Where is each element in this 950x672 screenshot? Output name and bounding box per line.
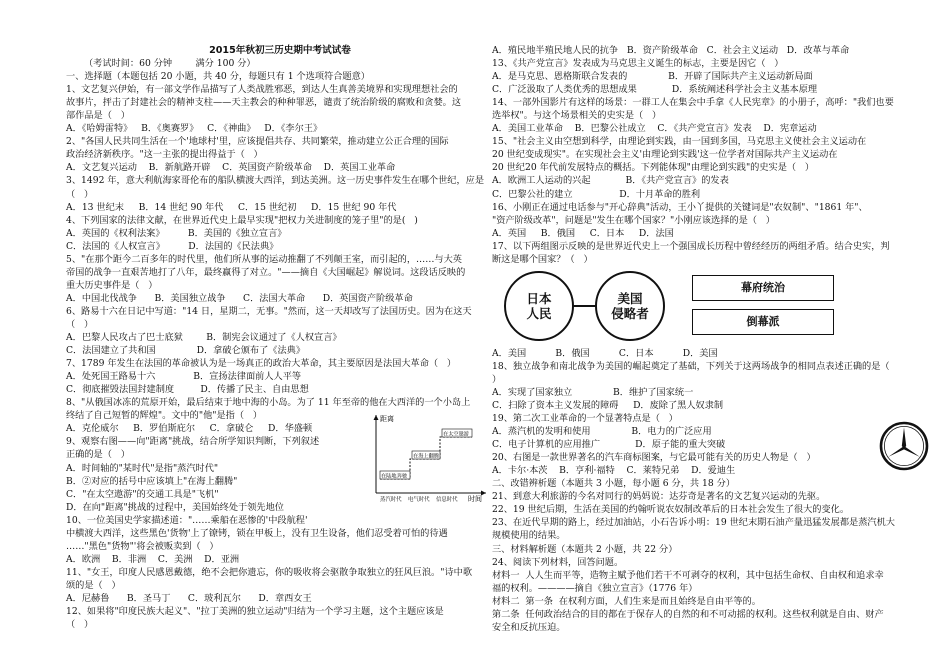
options-line: A．13 世纪末 B．14 世纪 90 年代 C．15 世纪初 D．15 世纪 90 年代 (66, 201, 397, 213)
options-line: A．欧洲 B．非洲 C．美洲 D．亚洲 (66, 553, 240, 565)
question-1: 1、文艺复兴伊始，有一部文学作品描写了人类战胜邪恶，到达人生真善美境界和实现理想社会的 故事片，抨击了封建社会的精神支柱——天主教会的种种罪恶，谴责了统治阶级的腐败和贪婪。这 部作品是（ ） A．《哈姆雷特》 B．《奥赛罗》 C．《神曲》 D．《李尔王》 (66, 83, 494, 135)
question-22: 22、19 世纪后期，生活在美国的约翰听说农奴制改革后的日本社会发生了很大的变化。 (492, 504, 850, 516)
left-column (66, 44, 494, 631)
options-line: A．美国 B．俄国 C．日本 D．美国 (492, 347, 718, 359)
question-18: 18、独立战争和南北战争为美国的崛起奠定了基础，下列关于这两场战争的相同点表述正确的是（ ） A．实现了国家独立 B．维护了国家统一 C．扫除了资本主义发展的障碍 D．废除了黑人奴隶制 (492, 360, 920, 412)
question-10: 10、一位美国史学家描述道："……乘船在恶惨的'中段航程' 中横渡大西洋，这些黑色'货物'上了镣铐，锁在甲板上，没有卫生设备，他们忍受着可怕的待遇 ……"黑色"货物"'将会被贩卖到（ ） A．欧洲 B．非洲 C．美洲 D．亚洲 (66, 514, 494, 566)
distance-time-figure (366, 411, 490, 503)
options-line: A．蒸汽机的发明和使用 B．电力的广泛应用 (492, 426, 712, 438)
options-line: A．中国北伐战争 B．美国独立战争 C．法国大革命 D．英国资产阶级革命 (66, 292, 413, 304)
options-line: A．英国 B．俄国 C．日本 D．法国 (492, 227, 674, 239)
question-2: 2、"各国人民共同生活在一个'地球村'里，应该提倡共存、共同繁荣，推动建立公正合理的国际 政治经济新秩序。"这一主张的提出得益于（ ） A．文艺复兴运动 B．新航路开辟 C．英国资产阶级革命 D．英国工业革命 (66, 135, 494, 174)
options-line: C．法国建立了共和国 D．拿破仑颁布了《法典》 (66, 345, 306, 357)
question-7: 7、1789 年发生在法国的革命被认为是一场真正的政治大革命，其主要原因是法国大革命（ ） A．处死国王路易十六 B．宣扬法律面前人人平等 C．彻底摧毁法国封建制度 D．传播了民主、自由思想 (66, 357, 494, 396)
options-line: A．时间轴的"某时代"是指"蒸汽时代" (66, 462, 219, 474)
step-diagram (366, 411, 490, 503)
options-line: A．欧洲工人运动的兴起 B．《共产党宣言》的发表 (492, 175, 729, 187)
box-label-shogunate: 幕府统治 (741, 281, 785, 295)
options-line: A．英国的《权利法案》 B．美国的《独立宣言》 (66, 227, 287, 239)
step-label-3: 在太空遨游 (443, 431, 469, 438)
contradiction-figure (492, 267, 920, 345)
section-heading: 二、改错辨析题（本题共 3 小题，每小题 6 分，共 18 分） (492, 478, 736, 490)
options-line: A．尼赫鲁 B．圣马丁 C．玻利瓦尔 D．章西女王 (66, 592, 312, 604)
box-anti-shogunate (692, 309, 834, 335)
question-8: 8、"从俄国冰冻的荒原开始，最后结束于地中海的小岛。为了 11 年至帝的他在大西洋的一个小岛上 终结了自己短暂的辉煌"。文中的"他"是指（ ） A．克伦威尔 B．罗伯斯庇尔 C．拿破仑 D．华盛顿 (66, 396, 494, 435)
options-line: A．克伦威尔 B．罗伯斯庇尔 C．拿破仑 D．华盛顿 (66, 423, 313, 435)
question-4: 4、下列国家的法律文献，在世界近代史上最早实现"把权力关进制度的笼子里"的是( ) A．英国的《权利法案》 B．美国的《独立宣言》 C．法国的《人权宣言》 D．法国的《民法典》 (66, 214, 494, 253)
options-line: A．《哈姆雷特》 B．《奥赛罗》 C．《神曲》 D．《李尔王》 (66, 123, 323, 135)
section-heading: 一、选择题（本题包括 20 小题，共 40 分，每题只有 1 个选项符合题意） (66, 71, 370, 83)
box-shogunate (692, 275, 834, 301)
options-line: C．法国的《人权宣言》 D．法国的《民法典》 (66, 240, 279, 252)
question-23: 23、在近代早期的路上，经过加油站，小石告诉小明：19 世纪末期石油产量迅猛发展都是蒸汽机大 规模使用的结果。 (492, 517, 895, 542)
options-line: A．巴黎人民攻占了巴士底狱 B．制宪会议通过了《人权宣言》 (66, 332, 342, 344)
question-12-options: A．殖民地半殖民地人民的抗争 B．资产阶级革命 C．社会主义运动 D．改革与革命 (492, 45, 850, 56)
circle-us-aggressor (595, 271, 665, 341)
options-line: A．实现了国家独立 B．维护了国家统一 (492, 386, 694, 398)
question-11: 11、"女王，印度人民感恩戴德，绝不会把你遗忘，你的吸收将会驱散争取独立的狂风巨浪。"诗中歌 颂的是（ ） A．尼赫鲁 B．圣马丁 C．玻利瓦尔 D．章西女王 (66, 566, 494, 605)
options-line: A．处死国王路易十六 B．宣扬法律面前人人平等 (66, 371, 302, 383)
circle-label-japan-people: 日本 人民 (526, 290, 552, 321)
question-13: 13、《共产党宣言》发表成为马克思主义诞生的标志，主要是因它（ ） A．是马克思、恩格斯联合发表的 B．开辟了国际共产主义运动新局面 C．广泛汲取了人类优秀的思想成果 D．系统阐述科学社会主义基本原理 (492, 57, 920, 96)
step-label-2: 在海上翻腾 (413, 453, 439, 460)
question-12: 12、如果将"印度民族大起义"、"拉丁美洲的独立运动"归结为一个学习主题，这个主题应该是 （ ） (66, 606, 444, 631)
three-pointed-star-icon (878, 420, 930, 472)
era-label-3: 信息时代 (436, 497, 458, 504)
exam-meta: （考试时间：60 分钟 满分 100 分） (84, 58, 256, 70)
options-line: A．美国工业革命 B．巴黎公社成立 C．《共产党宣言》发表 D．宪章运动 (492, 123, 817, 135)
question-5: 5、"在那个距今二百多年的时代里，他们所从事的运动推翻了不列颠王室，而引起的，……与大英 帝国的战争一直艰苦地打了八年，最终赢得了对立。"——摘自《大国崛起》解说词。这段话反映的 重大历史事件是（ ） A．中国北伐战争 B．美国独立战争 C．法国大革命 D．英国资产阶级革命 (66, 253, 494, 305)
options-line: C．巴黎公社的建立 D．十月革命的胜利 (492, 188, 701, 200)
era-label-2: 电气时代 (408, 497, 430, 504)
options-line: A．是马克思、恩格斯联合发表的 B．开辟了国际共产主义运动新局面 (492, 71, 813, 83)
question-14: 14、一部外国影片有这样的场景：一群工人在集会中手拿《人民宪章》的小册子，高呼："我们也要 选举权"。与这个场景相关的史实是（ ） A．美国工业革命 B．巴黎公社成立 C．《共产党宣言》发表 D．宪章运动 (492, 96, 920, 135)
options-line: C．"在太空遨游"的交通工具是"飞机" (66, 488, 219, 500)
step-label-1: 在陆地奔驰 (381, 473, 407, 480)
question-19: 19、第二次工业革命的一个显著特点是（ ） A．蒸汽机的发明和使用 B．电力的广泛应用 C．电子计算机的应用推广 D．原子能的重大突破 (492, 412, 920, 451)
x-axis-label: 时间 (468, 495, 482, 504)
era-label-1: 蒸汽时代 (380, 497, 402, 504)
options-line: D．在向"距离"挑战的过程中，美国始终处于领先地位 (66, 501, 284, 513)
options-line: A．文艺复兴运动 B．新航路开辟 C．英国资产阶级革命 D．英国工业革命 (66, 162, 396, 174)
exam-title: 2015年秋初三历史期中考试试卷 (209, 45, 351, 56)
y-axis-arrow-icon (374, 415, 379, 420)
options-line: C．扫除了资本主义发展的障碍 D．废除了黑人奴隶制 (492, 399, 724, 411)
section-heading: 三、材料解析题（本题共 2 小题，共 22 分） (492, 543, 678, 555)
material-2: 材料二 第一条 在权利方面，人们生来是而且始终是自由平等的。 第二条 任何政治结合的目的都在于保存人的自然的和不可动摇的权利。这些权利就是自由、财产 安全和反抗压迫。 (492, 595, 884, 633)
options-line: C．彻底摧毁法国封建制度 D．传播了民主、自由思想 (66, 384, 309, 396)
y-axis-label: 距离 (380, 415, 394, 424)
circle-label-us-aggressor: 美国 侵略者 (611, 290, 649, 321)
question-20: 20、右图是一款世界著名的汽车商标图案，与它最可能有关的历史人物是（ ） A．卡尔·本茨 B．亨利·福特 C．莱特兄弟 D．爱迪生 (492, 451, 920, 477)
question-17: 17、以下两组图示反映的是世界近代史上一个强国成长历程中曾经经历的两组矛盾。结合史实，判 断这是哪个国家？（ ） 日本 人民 美国 侵略者 幕府统治 倒幕派 A．美国 B．俄国 C．日本 D．美国 (492, 240, 920, 360)
box-label-anti-shogunate: 倒幕派 (746, 315, 780, 329)
right-column (492, 44, 920, 634)
question-16: 16、小刚正在通过电话参与"开心辞典"活动，王小丫提供的关键词是"农奴制"、"1861 年"、 "资产阶级改革"，问题是"发生在哪个国家？"小刚应该选择的是（ ） A．英国 B．俄国 C．日本 D．法国 (492, 201, 920, 240)
circle-japan-people (504, 271, 574, 341)
question-3: 3、1492 年，意大利航海家哥伦布的船队横渡大西洋，到达美洲。这一历史事件发生在哪个世纪，应是 （ ） A．13 世纪末 B．14 世纪 90 年代 C．15 世纪初 D．15 世纪 90 年代 (66, 174, 494, 213)
question-24: 24、阅读下列材料，回答问题。 (492, 556, 624, 568)
options-line: C．电子计算机的应用推广 D．原子能的重大突破 (492, 439, 726, 451)
question-21: 21、到意大利旅游的今名对同行的妈妈说：达芬奇是著名的文艺复兴运动的先驱。 (492, 491, 826, 503)
question-6: 6、路易十六在日记中写道："14 日，星期二，无事。"然而，这一天却改写了法国历史。因为在这天 （ ） A．巴黎人民攻占了巴士底狱 B．制宪会议通过了《人权宣言》 C．法国建立了共和国 D．拿破仑颁布了《法典》 (66, 305, 494, 357)
question-15: 15、"社会主义由空想到科学，由理论到实践，由一国到多国，马克思主义使社会主义运动在 20 世纪变成现实"。在实现社会主义'由理论到实践'这一位学者对国际共产主义运动在 20 世纪20 年代前发展特点的概括。下列能体现"由理论到实践"的史实是（ ） A．欧洲工人运动的兴起 B．《共产党宣言》的发表 C．巴黎公社的建立 D．十月革命的胜利 (492, 135, 920, 200)
car-logo-icon (878, 420, 930, 472)
options-line: B．②对应的括号中应该填上"在海上翻腾" (66, 475, 238, 487)
options-line: A．卡尔·本茨 B．亨利·福特 C．莱特兄弟 D．爱迪生 (492, 465, 736, 477)
options-line: C．广泛汲取了人类优秀的思想成果 D．系统阐述科学社会主义基本原理 (492, 84, 818, 96)
question-9: 9、观察右图——向"距离"挑战，结合所学知识判断，下列叙述 正确的是（ ） A．时间轴的"某时代"是指"蒸汽时代" B．②对应的括号中应该填上"在海上翻腾" C．"在太空遨游"的交通工具是"飞机" D．在向"距离"挑战的过程中，美国始终处于领先地位 距离 时间 在陆地奔驰 在海上翻腾 在太空遨游 蒸汽时代 电气时代 信息时代 (66, 435, 494, 513)
material-1: 材料一 人人生而平等，造物主赋予他们若干不可剥夺的权利，其中包括生命权、自由权和追求幸 福的权利。————摘自《独立宣言》（1776 年） (492, 569, 884, 594)
